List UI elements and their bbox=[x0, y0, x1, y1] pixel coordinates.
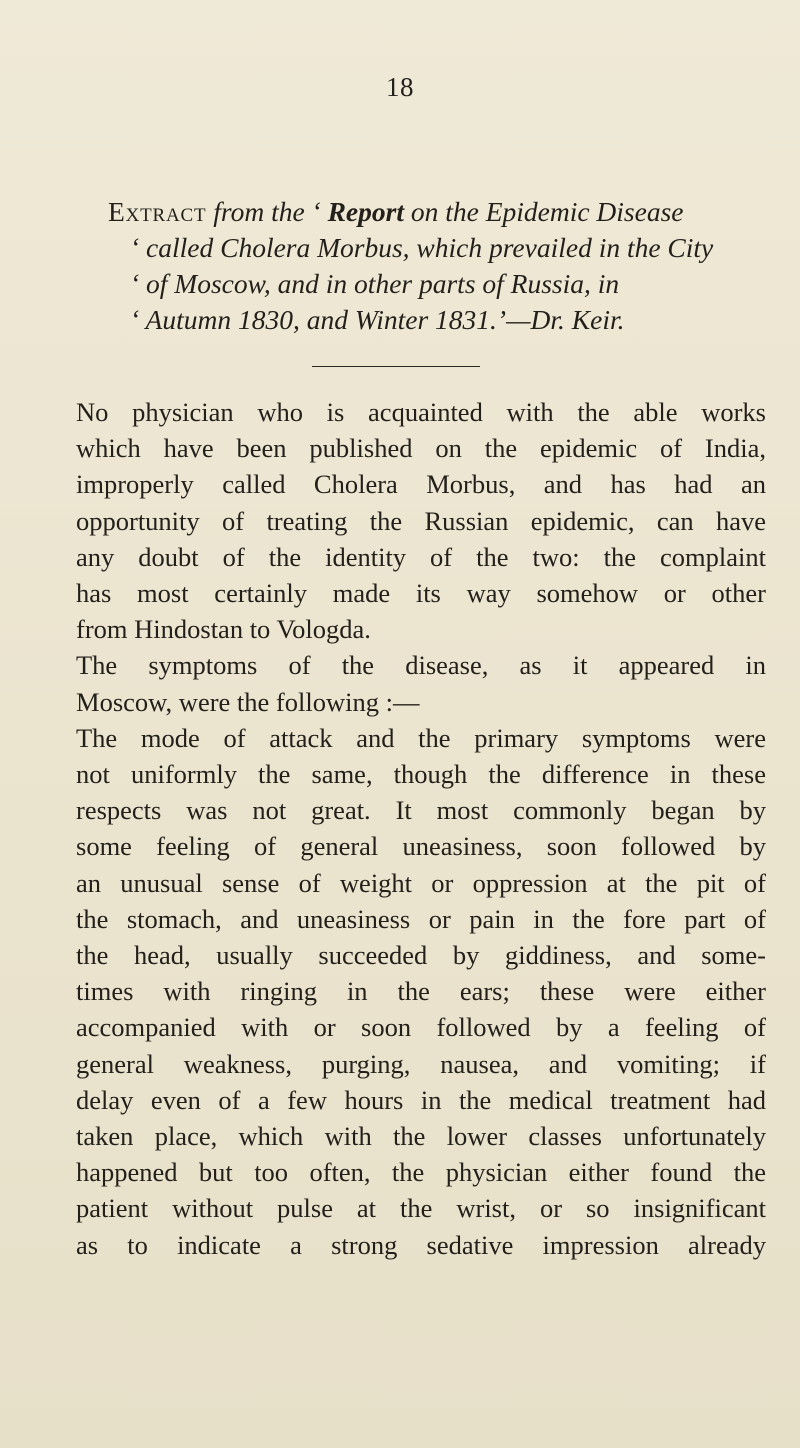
text-line: accompanied with or soon followed by a feeling of bbox=[76, 1012, 766, 1043]
text-line: The mode of attack and the primary symptoms were bbox=[76, 722, 766, 753]
text-line: patient without pulse at the wrist, or so insignificant bbox=[76, 1193, 766, 1224]
text-line: taken place, which with the lower classes unfortunately bbox=[76, 1121, 766, 1152]
text-line: any doubt of the identity of the two: the complaint bbox=[76, 541, 766, 572]
heading-line bbox=[108, 302, 768, 338]
text-line: respects was not great. It most commonly began by bbox=[76, 795, 766, 826]
text-line: not uniformly the same, though the difference in these bbox=[76, 759, 766, 790]
heading-text: ‘ called Cholera Morbus, which prevailed in the City bbox=[130, 232, 714, 263]
heading-text: ‘ of Moscow, and in other parts of Russia, in bbox=[130, 268, 620, 299]
page-number: 18 bbox=[386, 72, 414, 102]
text-line: has most certainly made its way somehow or other bbox=[76, 578, 766, 609]
heading-text-rest: on the Epidemic Disease bbox=[403, 196, 684, 227]
text-line: opportunity of treating the Russian epidemic, can have bbox=[76, 505, 766, 536]
text-line: the head, usually succeeded by giddiness, and some- bbox=[76, 940, 766, 971]
heading-text: from the ‘ bbox=[206, 196, 328, 227]
text-line: No physician who is acquainted with the able works bbox=[76, 397, 766, 427]
text-line: Moscow, were the following :— bbox=[76, 686, 420, 717]
text-line: happened but too often, the physician either found the bbox=[76, 1157, 766, 1188]
text-line: times with ringing in the ears; these were either bbox=[76, 976, 766, 1007]
text-line: from Hindostan to Vologda. bbox=[76, 614, 371, 645]
text-line: some feeling of general uneasiness, soon followed by bbox=[76, 831, 766, 862]
heading-line bbox=[108, 266, 768, 302]
text-line: delay even of a few hours in the medical treatment had bbox=[76, 1084, 766, 1115]
heading-text: ‘ Autumn 1830, and Winter 1831.’—Dr. Keir. bbox=[130, 304, 625, 335]
text-line: as to indicate a strong sedative impression already bbox=[76, 1229, 766, 1260]
section-divider bbox=[312, 366, 480, 367]
text-line: The symptoms of the disease, as it appeared in bbox=[76, 650, 766, 681]
heading-lead-word: Extract bbox=[108, 196, 207, 227]
body-text bbox=[76, 394, 766, 1263]
text-line: general weakness, purging, nausea, and vomiting; if bbox=[76, 1048, 766, 1079]
text-line: which have been published on the epidemic of India, bbox=[76, 433, 766, 464]
text-line: the stomach, and uneasiness or pain in the fore part of bbox=[76, 903, 766, 934]
text-line: an unusual sense of weight or oppression at the pit of bbox=[76, 867, 766, 898]
heading-line bbox=[108, 194, 768, 230]
heading-report-word: Report bbox=[327, 196, 404, 227]
heading-line bbox=[108, 230, 768, 266]
text-line: improperly called Cholera Morbus, and has had an bbox=[76, 469, 766, 500]
extract-heading bbox=[108, 194, 768, 338]
